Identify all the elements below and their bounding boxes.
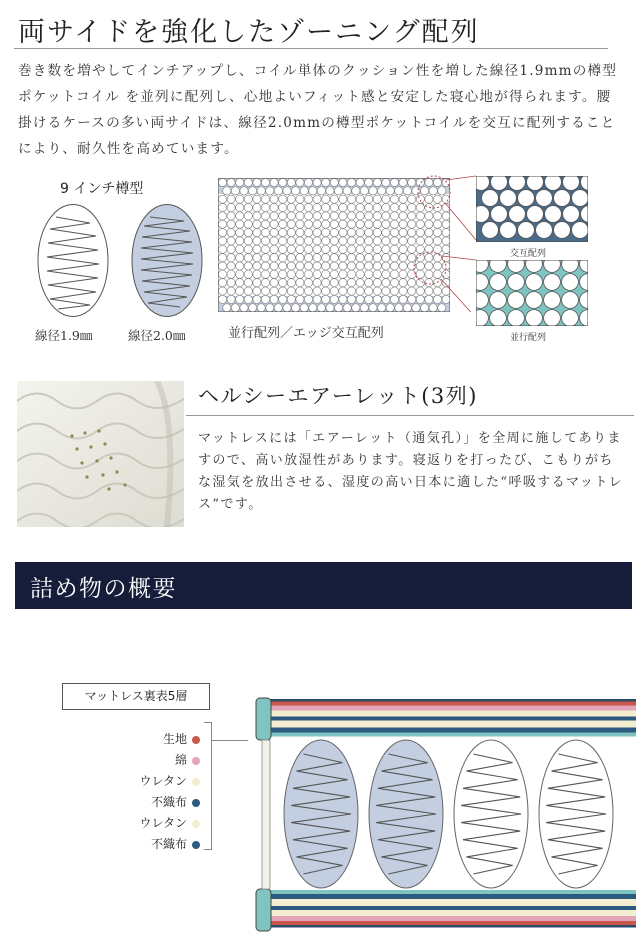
coil-a-caption: 線径1.9㎜ (35, 328, 93, 343)
mattress-cross-section (246, 694, 636, 944)
layout-caption: 並行配列／エッジ交互配列 (228, 326, 384, 341)
staggered-arrangement-zoom (476, 176, 588, 242)
section-title: 両サイドを強化したゾーニング配列 (18, 17, 480, 48)
airlet-heading: ヘルシーエアーレット(3列) (198, 384, 478, 408)
legend-dot (192, 841, 200, 849)
zoom-bottom-caption: 並行配列 (510, 333, 547, 343)
legend-item: 不織布 (100, 835, 200, 852)
airlet-divider (186, 415, 634, 416)
coil-1-9mm-illustration (36, 203, 110, 318)
filling-banner-title: 詰め物の概要 (30, 576, 177, 602)
legend-item: 不織布 (100, 793, 200, 810)
legend-dot (192, 736, 200, 744)
legend-dot (192, 799, 200, 807)
zoom-top-caption: 交互配列 (510, 249, 547, 259)
legend-dot (192, 757, 200, 765)
legend-item: ウレタン (100, 814, 200, 831)
title-divider (14, 48, 608, 49)
legend-item: 綿 (100, 751, 200, 768)
intro-paragraph: 巻き数を増やしてインチアップし、コイル単体のクッション性を増した線径1.9mmの樽型ポケットコイル を並列に配列し、心地よいフィット感と安定した寝心地が得られます。腰掛けるケースの多い両サイドは、線径2.0mmの樽型ポケットコイルを交互に配列することにより、耐久性を高めています。 (18, 63, 618, 157)
coil-b-caption: 線径2.0㎜ (128, 328, 186, 343)
layers-label: マットレス裏表5層 (84, 689, 188, 703)
legend-item: ウレタン (100, 772, 200, 789)
parallel-arrangement-zoom (476, 260, 588, 326)
legend-item: 生地 (100, 730, 200, 747)
legend-bracket (204, 722, 212, 850)
zoom-connector-lines (410, 172, 476, 312)
legend-dot (192, 820, 200, 828)
airlet-description: マットレスには「エアーレット（通気孔）」を全周に施してありますので、高い放湿性があります。寝返りを打ったび、こもりがちな湿気を放出させる、湿度の高い日本に適した“呼吸するマットレス”です。 (198, 431, 624, 512)
coil-2-0mm-illustration (130, 203, 204, 318)
mattress-airlet-photo (17, 381, 184, 527)
legend-dot (192, 778, 200, 786)
legend-connector (212, 740, 248, 741)
coil-type-label: 9 インチ樽型 (60, 181, 144, 197)
